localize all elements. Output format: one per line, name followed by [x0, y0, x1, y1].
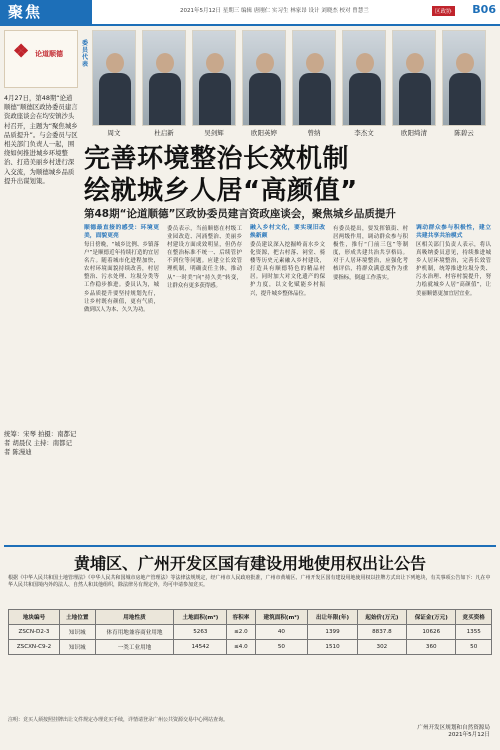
portrait-name: 陈碧云 [454, 129, 474, 137]
table-cell: 一类工业用地 [95, 640, 174, 655]
table-cell: 8837.8 [357, 625, 406, 640]
table-header-cell: 建筑面积(m²) [255, 610, 308, 625]
table-header-cell: 容积率 [227, 610, 255, 625]
table-header-cell: 土地位置 [60, 610, 95, 625]
column-logo [4, 30, 78, 88]
land-table [8, 609, 492, 655]
table-cell: 302 [357, 640, 406, 655]
portrait-name: 吴剑辉 [204, 129, 224, 137]
column-text: 每日傍晚，“城乡比例、乡镇落户”是顺德近年持续打造的宜居名片。随着城市化进程加快，农村环境面貌持续改善，村居整治、污水处理、垃圾分类等工作稳步推进。委员认为，城乡品质提升要坚持规划先行，让乡村既有颜值，更有气质，做到以人为本、久久为功。 [84, 242, 159, 313]
portrait-photo [242, 30, 286, 126]
table-header-cell: 保证金(万元) [407, 610, 456, 625]
portrait-photo [392, 30, 436, 126]
signature-date: 2021年5月12日 [448, 732, 490, 739]
body-column [167, 224, 242, 290]
portrait-photo [142, 30, 186, 126]
table-row [9, 625, 492, 640]
portrait-photo [442, 30, 486, 126]
column-text: 有委员提出，要发挥镇街、村居两级作用，调动群众参与积极性，推行“门前三包”等制度，形成共建共治共享格局。对于人居环境整治，应强化考核评估，将群众满意度作为重要指标，倒逼工作落实。 [333, 226, 408, 281]
portrait-name: 杜启新 [154, 129, 174, 137]
notice-note: 注明：竞买人须按照挂牌出让文件规定办理竞买手续，详情请登录广州公共资源交易中心网站查询。 [8, 717, 229, 723]
table-cell: 知识城 [60, 640, 95, 655]
table-cell: 360 [407, 640, 456, 655]
table-cell: ZSCN-D2-3 [9, 625, 60, 640]
table-header-cell: 用地性质 [95, 610, 174, 625]
table-cell: 50 [456, 640, 492, 655]
land-notice [4, 545, 496, 747]
column-text: 区相关部门负责人表示，将认真吸纳委员意见，持续推进城乡人居环境整治，完善长效管护机制，统筹推进垃圾分类、污水治理、村容村貌提升，努力绘就城乡人居“高颜值”，让美丽顺德更加宜居宜业。 [416, 242, 491, 297]
column-heading: 融入乡村文化，要实现旧改焕新颜 [250, 225, 325, 239]
header-rule [0, 24, 500, 26]
table-cell: ≤2.0 [227, 625, 255, 640]
column-text: 委员建议深入挖掘岭南水乡文化资源，把古村落、祠堂、骑楼等历史元素融入乡村建设，打造具有顺德特色的精品村居。同时加大对文化遗产的保护力度，以文化赋能乡村振兴，提升城乡整体品位。 [250, 242, 325, 297]
table-cell: 知识城 [60, 625, 95, 640]
subheadline: 第48期“论道顺德”区政协委员建言资政座谈会，聚焦城乡品质提升 [84, 208, 396, 220]
photo-strip [84, 30, 494, 140]
table-cell: ZSCXN-C9-2 [9, 640, 60, 655]
notice-body: 根据《中华人民共和国土地管理法》《中华人民共和国城市房地产管理法》等法律法规规定，经广州市人民政府批准，广州市黄埔区、广州开发区国有建设用地使用权以挂牌方式出让下列地块，有关事项公告如下：凡在中华人民共和国境内外的法人、自然人和其他组织，除法律另有规定外，均可申请参加竞买。 [8, 575, 491, 589]
left-column [4, 30, 78, 542]
intro-paragraph: 4月27日，第48期“论道顺德”顺德区政协委员建言资政座谈会在均安镇沙头村召开，主题为“聚焦城乡品质提升”。与会委员与区相关部门负责人一起，围绕如何推进城乡环境整治、打造美丽乡村进行深入交流，为顺德城乡品质提升出谋划策。 [4, 94, 78, 185]
portrait-name: 欧阳绮清 [401, 129, 427, 137]
portrait-photo [292, 30, 336, 126]
signature-org: 广州开发区规划和自然资源局 [417, 725, 490, 731]
body-column [333, 224, 408, 282]
table-cell: 10626 [407, 625, 456, 640]
table-cell: 1510 [308, 640, 357, 655]
table-header-cell: 土地面积(m²) [174, 610, 227, 625]
section-title: 聚焦 [0, 0, 92, 24]
notice-signature [417, 725, 490, 740]
table-cell: 40 [255, 625, 308, 640]
credit-text: 统筹：宋琴 拍摄：南都记者 胡晨仪 主持：南都记者 陈漫迪 [4, 430, 77, 457]
portrait-name: 欧阳英婷 [251, 129, 277, 137]
table-cell: 50 [255, 640, 308, 655]
body-column [416, 224, 491, 298]
page-header [0, 0, 500, 24]
portrait-name: 周文 [107, 129, 121, 137]
headline-line-2: 绘就城乡人居“高颜值” [84, 176, 358, 206]
page-number: B06 [472, 3, 496, 16]
photo-strip-label: 委员代表 [82, 40, 89, 68]
table-header-cell: 竞买资格 [456, 610, 492, 625]
headline-line-1: 完善环境整治长效机制 [84, 144, 350, 174]
table-row [9, 640, 492, 655]
body-column [84, 224, 159, 314]
header-meta: 2021年5月12日 星期三 编辑 唐刚仁 实习生 林家昂 设计 刘晓杰 校对 曾慧兰 [180, 8, 369, 14]
table-header-cell: 出让年限(年) [308, 610, 357, 625]
table-header-cell: 起始价(万元) [357, 610, 406, 625]
portrait-name: 李杰文 [354, 129, 374, 137]
table-cell: 14542 [174, 640, 227, 655]
body-column [250, 224, 325, 298]
table-cell: ≤4.0 [227, 640, 255, 655]
column-heading: 调动群众参与积极性，建立共建共享共治模式 [416, 225, 491, 239]
table-header-row [9, 610, 492, 625]
logo-icon: ❖ [13, 41, 30, 62]
portrait-name: 曾纳 [307, 129, 321, 137]
portrait-photo [92, 30, 136, 126]
notice-title: 黄埔区、广州开发区国有建设用地使用权出让公告 [73, 554, 426, 573]
section-tag: 区政协 [432, 6, 455, 16]
table-cell: 体育用地兼容商业用地 [95, 625, 174, 640]
table-cell: 1399 [308, 625, 357, 640]
table-header-cell: 地块编号 [9, 610, 60, 625]
portrait-photo [192, 30, 236, 126]
portrait-photo [342, 30, 386, 126]
column-heading: 顺德最直接的感受：环境更美，面貌更亮 [84, 225, 159, 239]
logo-text: 论道顺德 [35, 50, 63, 58]
column-text: 委员表示，当前顺德在村级工业园改造、河涌整治、美丽乡村建设方面成效明显，但仍存在整治标准不统一、后续管护不到位等问题。应建立长效管理机制，明确责任主体，推动从“一时美”向“持久美”转变，让群众有更多获得感。 [167, 226, 242, 289]
table-cell: 1355 [456, 625, 492, 640]
table-cell: 5263 [174, 625, 227, 640]
